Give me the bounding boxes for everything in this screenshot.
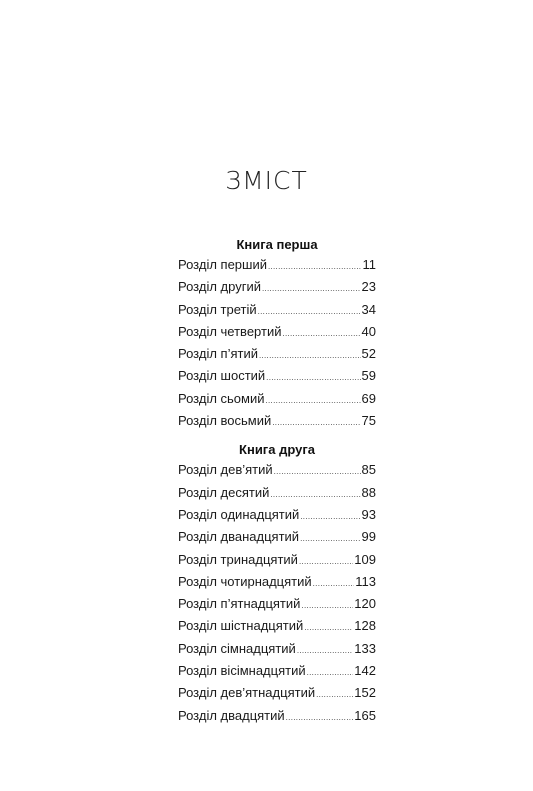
toc-entry[interactable] bbox=[178, 660, 376, 682]
entry-page-number: 52 bbox=[361, 346, 376, 362]
toc-entry[interactable] bbox=[178, 254, 376, 276]
dot-leader bbox=[304, 617, 353, 639]
dot-leader bbox=[300, 528, 360, 550]
table-of-contents bbox=[178, 235, 376, 727]
entry-list bbox=[178, 254, 376, 432]
entry-label: Розділ третій bbox=[178, 301, 257, 317]
entry-label: Розділ вісімнадцятий bbox=[178, 663, 306, 679]
entry-page-number: 109 bbox=[354, 551, 376, 567]
toc-entry[interactable] bbox=[178, 343, 376, 365]
entry-label: Розділ дев’ятнадцятий bbox=[178, 685, 316, 701]
toc-entry[interactable] bbox=[178, 321, 376, 343]
entry-label: Розділ чотирнадцятий bbox=[178, 573, 312, 589]
entry-page-number: 165 bbox=[354, 707, 376, 723]
entry-label: Розділ десятий bbox=[178, 484, 270, 500]
dot-leader bbox=[300, 506, 360, 528]
toc-entry[interactable] bbox=[178, 571, 376, 593]
entry-label: Розділ дванадцятий bbox=[178, 529, 300, 545]
entry-label: Розділ сьомий bbox=[178, 390, 265, 406]
toc-entry[interactable] bbox=[178, 526, 376, 548]
dot-leader bbox=[266, 390, 361, 412]
toc-entry[interactable] bbox=[178, 615, 376, 637]
entry-label: Розділ сімнадцятий bbox=[178, 640, 296, 656]
toc-entry[interactable] bbox=[178, 459, 376, 481]
dot-leader bbox=[297, 640, 353, 662]
entry-label: Розділ тринадцятий bbox=[178, 551, 298, 567]
dot-leader bbox=[282, 323, 360, 345]
toc-entry[interactable] bbox=[178, 388, 376, 410]
entry-label: Розділ шостий bbox=[178, 368, 266, 384]
entry-label: Розділ шістнадцятий bbox=[178, 618, 304, 634]
entry-page-number: 11 bbox=[362, 257, 376, 272]
entry-page-number: 88 bbox=[361, 484, 376, 500]
dot-leader bbox=[266, 367, 360, 389]
book-heading: Книга перша bbox=[236, 237, 318, 252]
toc-entry[interactable] bbox=[178, 504, 376, 526]
toc-entry[interactable] bbox=[178, 549, 376, 571]
entry-label: Розділ восьмий bbox=[178, 413, 272, 429]
entry-label: Розділ двадцятий bbox=[178, 707, 285, 723]
toc-entry[interactable] bbox=[178, 365, 376, 387]
entry-list bbox=[178, 459, 376, 727]
toc-entry[interactable] bbox=[178, 638, 376, 660]
entry-page-number: 142 bbox=[354, 663, 376, 679]
entry-label: Розділ п’ятнадцятий bbox=[178, 596, 301, 612]
toc-entry[interactable] bbox=[178, 682, 376, 704]
dot-leader bbox=[316, 684, 353, 706]
entry-label: Розділ четвертий bbox=[178, 323, 282, 339]
dot-leader bbox=[301, 595, 353, 617]
entry-page-number: 133 bbox=[354, 640, 376, 656]
entry-page-number: 113 bbox=[355, 573, 376, 589]
dot-leader bbox=[262, 278, 361, 300]
entry-label: Розділ одинадцятий bbox=[178, 506, 300, 522]
entry-page-number: 120 bbox=[354, 596, 376, 612]
toc-entry[interactable] bbox=[178, 593, 376, 615]
toc-entry[interactable] bbox=[178, 410, 376, 432]
dot-leader bbox=[272, 412, 360, 434]
dot-leader bbox=[258, 301, 361, 323]
dot-leader bbox=[268, 256, 362, 278]
toc-entry[interactable] bbox=[178, 482, 376, 504]
dot-leader bbox=[313, 573, 355, 595]
entry-page-number: 93 bbox=[361, 506, 376, 522]
entry-page-number: 59 bbox=[361, 368, 376, 384]
dot-leader bbox=[259, 345, 361, 367]
entry-page-number: 128 bbox=[354, 618, 376, 634]
dot-leader bbox=[286, 707, 354, 729]
entry-label: Розділ п’ятий bbox=[178, 346, 258, 362]
entry-label: Розділ перший bbox=[178, 257, 267, 272]
entry-page-number: 152 bbox=[354, 685, 376, 701]
entry-label: Розділ дев’ятий bbox=[178, 462, 273, 478]
dot-leader bbox=[270, 484, 360, 506]
dot-leader bbox=[299, 551, 353, 573]
book-section-1 bbox=[178, 235, 376, 432]
toc-entry[interactable] bbox=[178, 705, 376, 727]
entry-page-number: 23 bbox=[361, 279, 376, 295]
entry-page-number: 99 bbox=[361, 529, 376, 545]
toc-entry[interactable] bbox=[178, 276, 376, 298]
dot-leader bbox=[274, 461, 361, 483]
entry-page-number: 69 bbox=[361, 390, 376, 406]
dot-leader bbox=[307, 662, 354, 684]
entry-page-number: 85 bbox=[361, 462, 376, 478]
entry-page-number: 75 bbox=[361, 413, 376, 429]
entry-page-number: 34 bbox=[361, 301, 376, 317]
entry-label: Розділ другий bbox=[178, 279, 261, 295]
page-title: ЗМІСТ bbox=[225, 166, 308, 195]
book-section-2 bbox=[178, 440, 376, 727]
entry-page-number: 40 bbox=[361, 323, 376, 339]
toc-entry[interactable] bbox=[178, 299, 376, 321]
book-heading: Книга друга bbox=[239, 442, 315, 458]
